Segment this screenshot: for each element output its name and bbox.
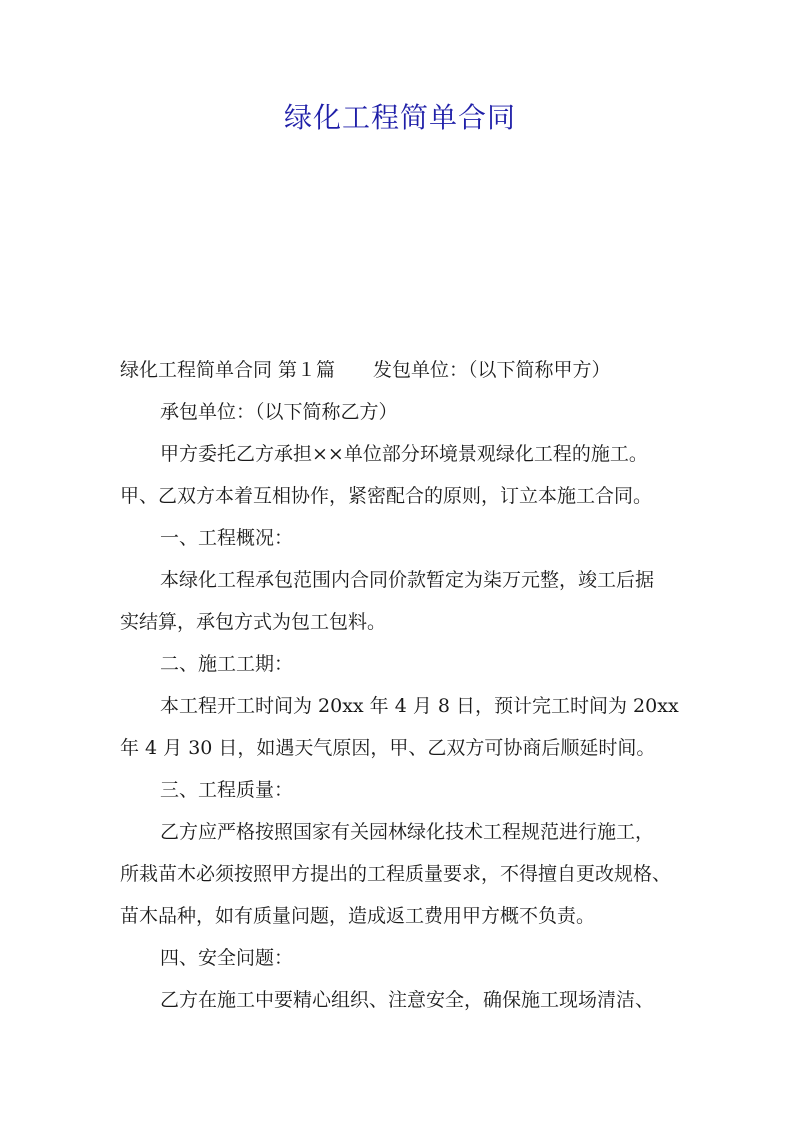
paragraph-line: 苗木品种，如有质量问题，造成返工费用甲方概不负责。 — [120, 905, 596, 927]
paragraph-line: 甲、乙双方本着互相协作，紧密配合的原则，订立本施工合同。 — [120, 485, 653, 507]
paragraph-line: 实结算，承包方式为包工包料。 — [120, 611, 387, 633]
clause-heading-overview: 一、工程概况： — [160, 527, 294, 549]
clause-heading-quality: 三、工程质量： — [160, 779, 294, 801]
paragraph-line: 甲方委托乙方承担××单位部分环境景观绿化工程的施工。 — [160, 443, 648, 465]
document-title: 绿化工程简单合同 — [283, 101, 516, 134]
article-heading: 绿化工程简单合同 第１篇 — [120, 359, 336, 381]
paragraph-line: 乙方应严格按照国家有关园林绿化技术工程规范进行施工， — [160, 821, 655, 843]
paragraph-line: 所栽苗木必须按照甲方提出的工程质量要求，不得擅自更改规格、 — [120, 863, 672, 885]
paragraph-line: 本绿化工程承包范围内合同价款暂定为柒万元整，竣工后据 — [160, 569, 655, 591]
paragraph-line: 年 4 月 30 日，如遇天气原因，甲、乙双方可协商后顺延时间。 — [120, 737, 656, 759]
contractor-line: 承包单位：（以下简称乙方） — [160, 401, 398, 423]
paragraph-line: 乙方在施工中要精心组织、注意安全，确保施工现场清洁、 — [160, 989, 655, 1011]
employer-line: 发包单位：（以下简称甲方） — [373, 359, 611, 381]
clause-heading-safety: 四、安全问题： — [160, 947, 294, 969]
clause-heading-schedule: 二、施工工期： — [160, 653, 294, 675]
paragraph-line: 本工程开工时间为 20xx 年 4 月 8 日，预计完工时间为 20xx — [160, 695, 679, 717]
section-heading-line — [120, 356, 611, 384]
